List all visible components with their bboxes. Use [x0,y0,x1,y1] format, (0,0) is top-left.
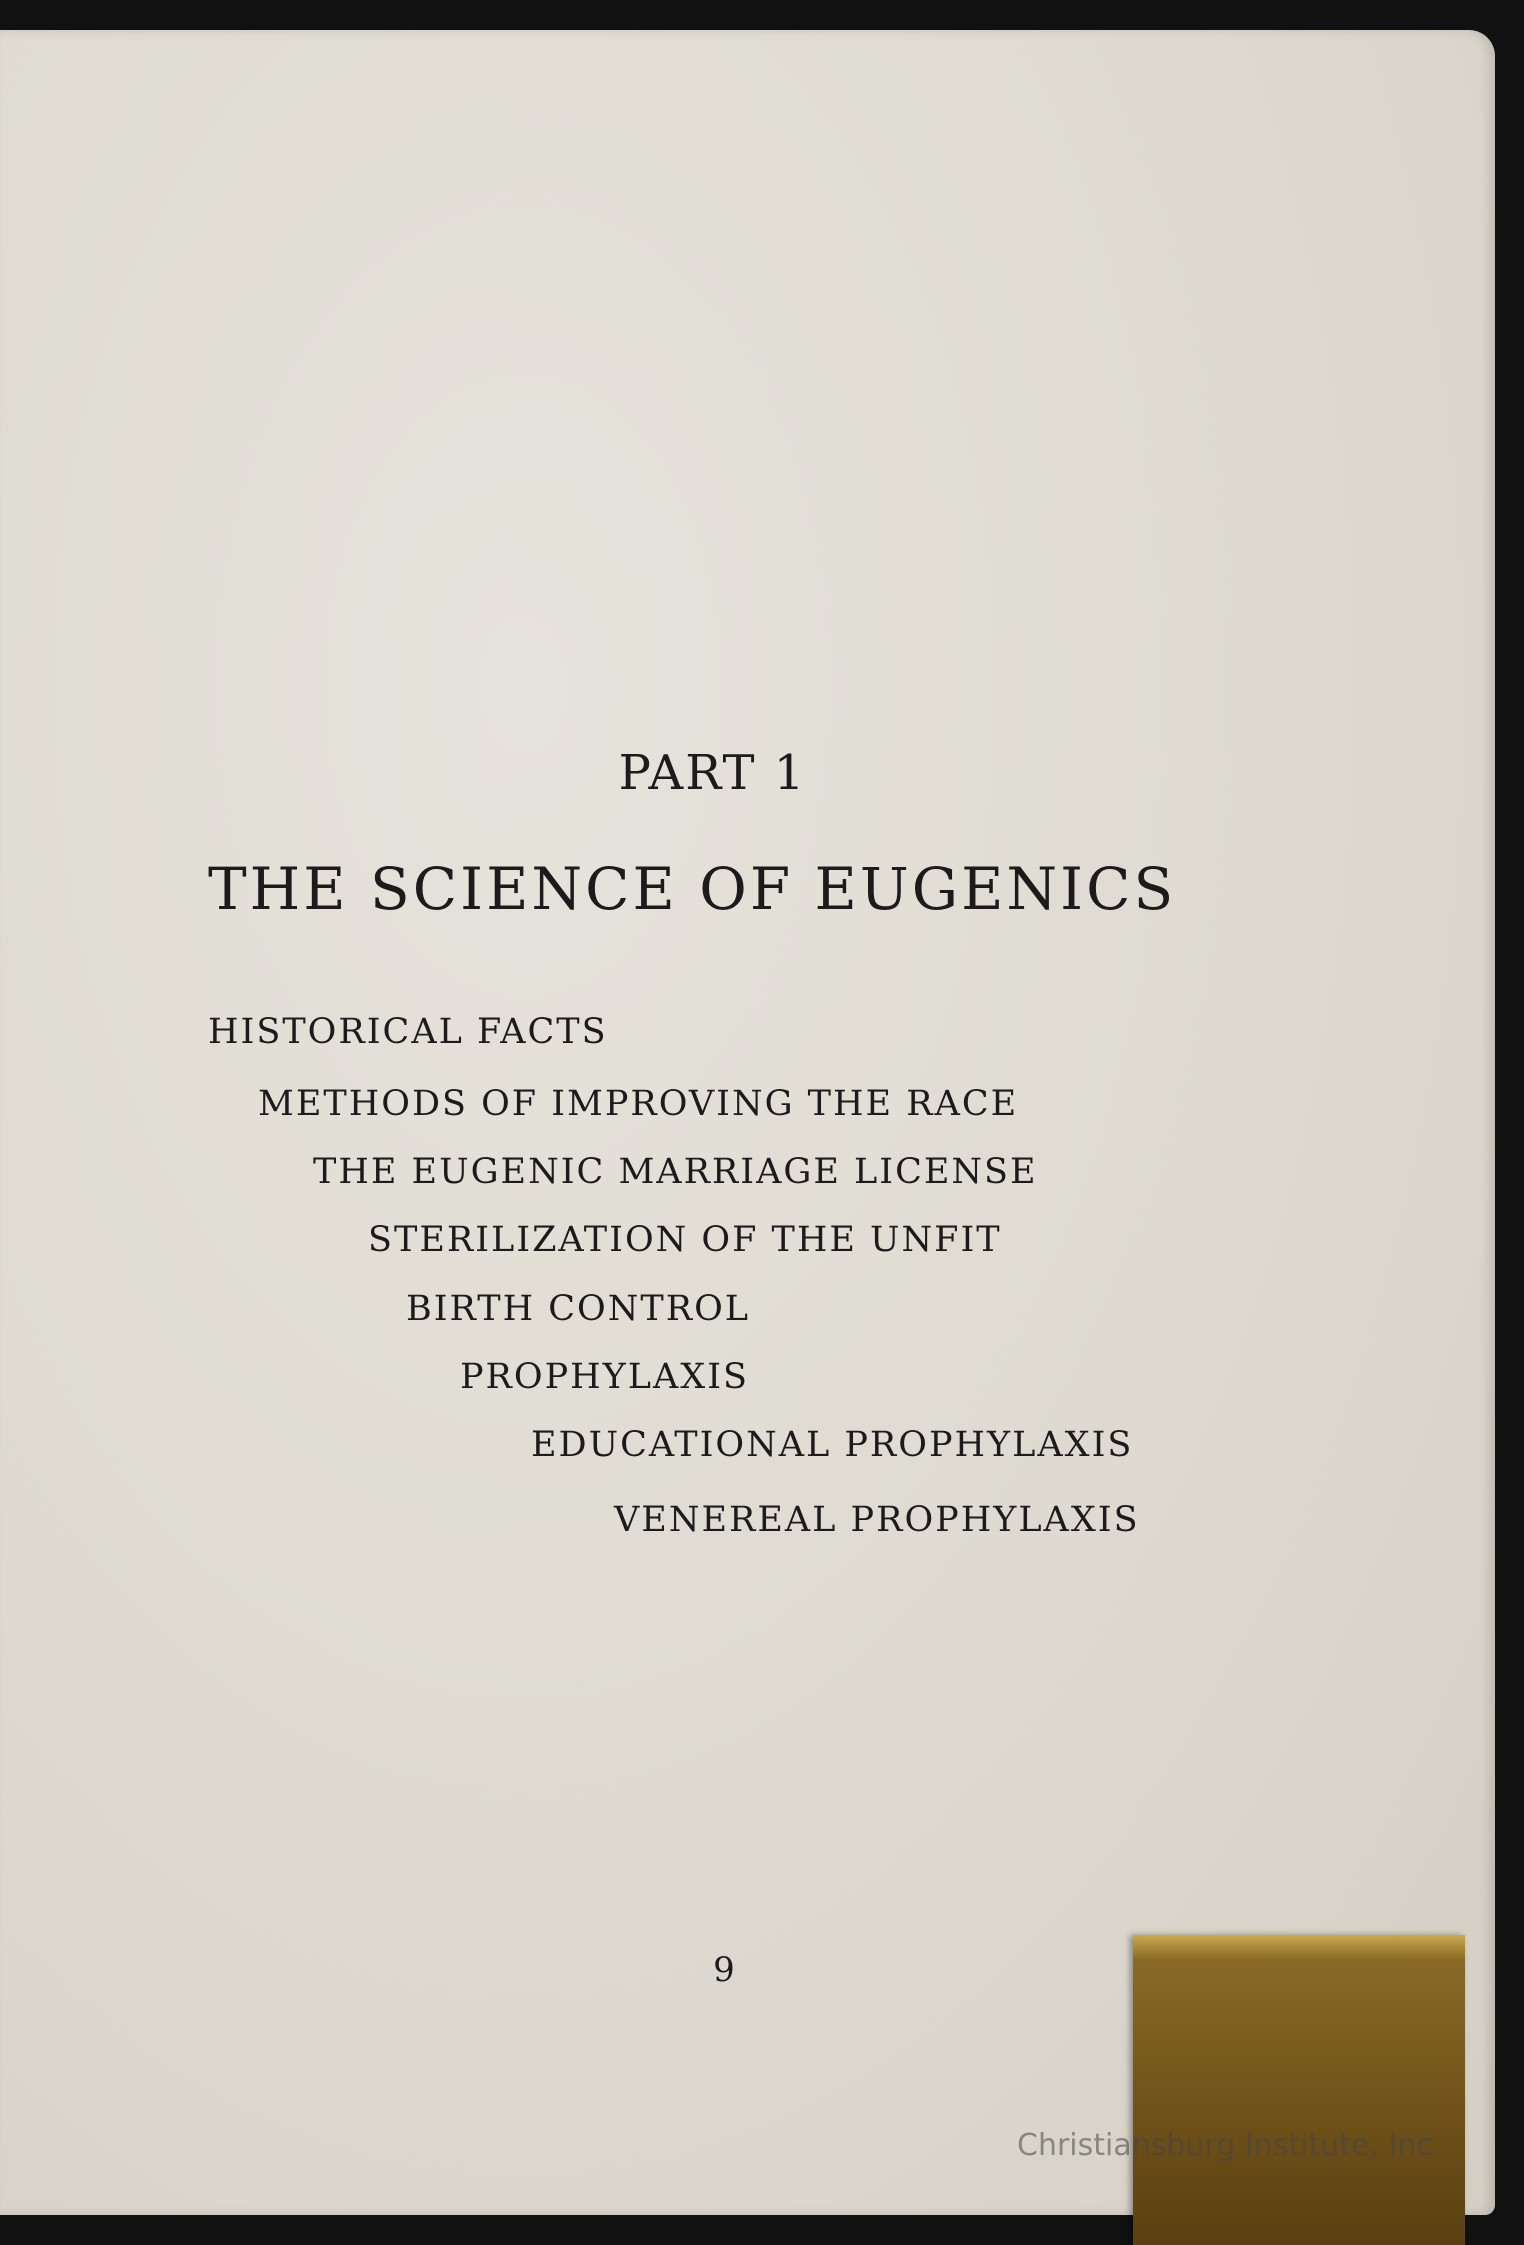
toc-item: EDUCATIONAL PROPHYLAXIS [531,1425,1134,1465]
toc-item: STERILIZATION OF THE UNFIT [368,1220,1002,1260]
page-number: 9 [713,1950,735,1990]
watermark: Christiansburg Institute, Inc [1017,2128,1433,2163]
toc-item: VENEREAL PROPHYLAXIS [614,1500,1140,1540]
toc-item: THE EUGENIC MARRIAGE LICENSE [313,1152,1038,1192]
toc-item: METHODS OF IMPROVING THE RACE [258,1084,1019,1124]
part-label: PART 1 [618,745,807,801]
toc-item: BIRTH CONTROL [406,1289,751,1329]
section-title: THE SCIENCE OF EUGENICS [208,855,1177,923]
brass-clip [1133,1935,1465,2245]
toc-item: HISTORICAL FACTS [208,1012,608,1052]
toc-item: PROPHYLAXIS [460,1357,750,1397]
